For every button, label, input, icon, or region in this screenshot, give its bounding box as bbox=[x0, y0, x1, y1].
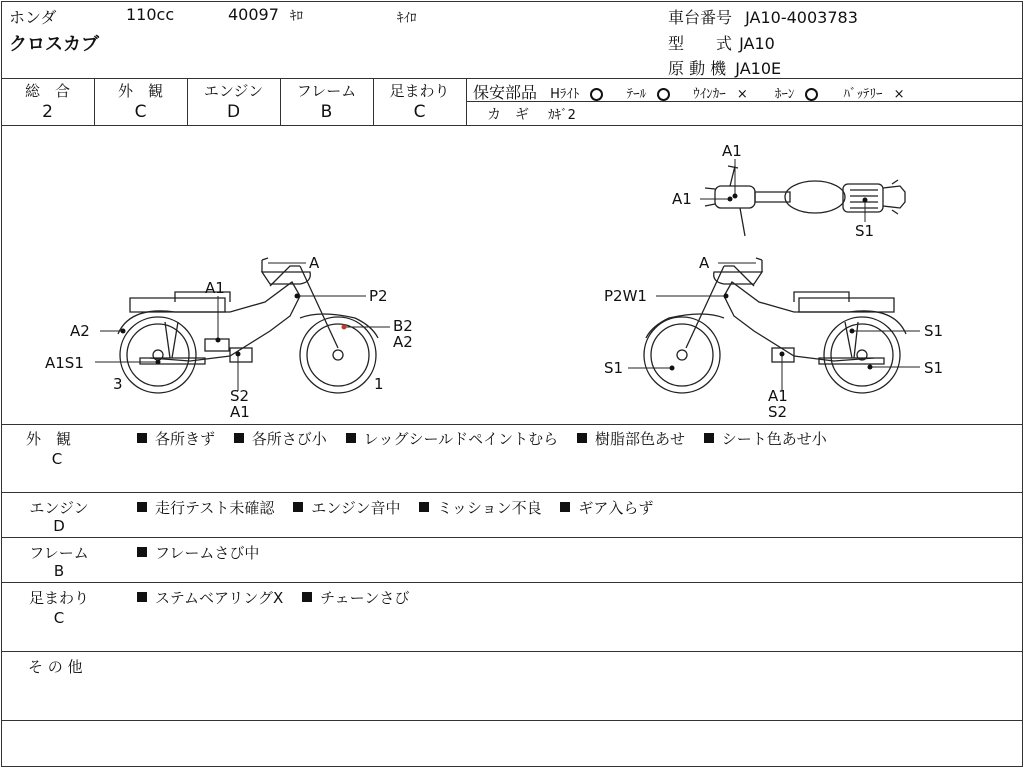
mileage-unit: ｷﾛ bbox=[290, 9, 303, 24]
defect-item: シート色あせ小 bbox=[721, 430, 827, 448]
section-exterior-items bbox=[137, 428, 841, 449]
safety-winker: ｳｲﾝｶｰ bbox=[693, 87, 726, 102]
section-suspension-items bbox=[137, 587, 423, 608]
circle-mark-icon bbox=[590, 88, 603, 101]
key-value: ｶｷﾞ2 bbox=[548, 108, 576, 123]
safety-headlight: Hﾗｲﾄ bbox=[550, 87, 580, 102]
safety-taillight: ﾃｰﾙ bbox=[626, 87, 647, 102]
diagram-label: A bbox=[309, 254, 320, 272]
scooter-left-view bbox=[118, 258, 378, 393]
defect-item: 走行テスト未確認 bbox=[155, 499, 275, 517]
grade-engine-label: エンジン bbox=[203, 82, 264, 100]
defect-item: フレームさび中 bbox=[155, 544, 260, 562]
diagram-label: A bbox=[699, 254, 710, 272]
diagram-label: S1 bbox=[604, 359, 624, 377]
model-name: クロスカブ bbox=[9, 34, 99, 55]
section-suspension-title: 足まわり bbox=[28, 589, 89, 607]
engine-value: JA10E bbox=[735, 59, 782, 78]
circle-mark-icon bbox=[657, 88, 670, 101]
grade-exterior-value: C bbox=[134, 102, 147, 122]
mileage-value: 40097 bbox=[228, 5, 279, 24]
defect-item: 各所きず bbox=[155, 430, 216, 448]
safety-battery: ﾊﾞｯﾃﾘｰ bbox=[843, 87, 883, 102]
defect-item: 樹脂部色あせ bbox=[594, 430, 685, 448]
key-label: カ ギ bbox=[487, 107, 529, 123]
engine-row bbox=[668, 56, 781, 79]
circle-mark-icon bbox=[805, 88, 818, 101]
section-exterior-title: 外 観 bbox=[26, 430, 72, 448]
mileage bbox=[228, 5, 303, 24]
section-frame-items bbox=[137, 542, 273, 563]
section-engine-title: エンジン bbox=[29, 499, 89, 517]
type-label: 型 式 bbox=[668, 34, 733, 53]
section-exterior-grade: C bbox=[51, 450, 63, 468]
displacement: 110cc bbox=[126, 5, 175, 24]
safety-winker-mark: × bbox=[736, 87, 748, 102]
maker: ホンダ bbox=[9, 8, 57, 27]
diagram-label: P2 bbox=[369, 287, 388, 305]
safety-horn: ﾎｰﾝ bbox=[774, 87, 795, 102]
diagram-label: S1 bbox=[924, 359, 944, 377]
diagram-label: S2 bbox=[768, 403, 788, 421]
diagram-label: A2 bbox=[393, 333, 413, 351]
defect-item: ギア入らず bbox=[578, 499, 654, 517]
defect-item: ミッション不良 bbox=[437, 499, 542, 517]
key-row bbox=[487, 104, 576, 124]
diagram-label: 3 bbox=[113, 375, 123, 393]
grade-suspension-label: 足まわり bbox=[389, 82, 450, 100]
defect-item: 各所さび小 bbox=[251, 430, 327, 448]
mileage-unit-2: ｷｲﾛ bbox=[397, 11, 417, 26]
section-engine-items bbox=[137, 497, 667, 518]
type-row bbox=[668, 31, 775, 54]
type-value: JA10 bbox=[739, 34, 775, 53]
diagram-label: A1 bbox=[722, 142, 742, 160]
safety-battery-mark: × bbox=[893, 87, 905, 102]
diagram-label: P2W1 bbox=[604, 287, 647, 305]
diagram-label: A1 bbox=[205, 279, 225, 297]
scooter-right-view bbox=[644, 258, 906, 393]
grade-exterior-label: 外 観 bbox=[117, 82, 163, 100]
grade-suspension-value: C bbox=[413, 102, 426, 122]
frame-no: JA10-4003783 bbox=[745, 8, 858, 27]
grade-frame-value: B bbox=[320, 102, 333, 122]
diagram-label: S1 bbox=[924, 322, 944, 340]
frame-no-label: 車台番号 bbox=[668, 8, 733, 27]
diagram-label: A1 bbox=[672, 190, 692, 208]
grade-total-label: 総 合 bbox=[24, 82, 70, 100]
diagram-label: 1 bbox=[374, 375, 384, 393]
diagram-label: A1S1 bbox=[45, 354, 84, 372]
section-other-title: そ の 他 bbox=[28, 658, 83, 676]
diagram-label: A2 bbox=[70, 322, 90, 340]
damage-diagram bbox=[0, 126, 1024, 424]
engine-label: 原 動 機 bbox=[668, 59, 727, 78]
defect-item: エンジン音中 bbox=[311, 499, 401, 517]
safety-parts-row bbox=[473, 80, 905, 103]
diagram-label: A1 bbox=[230, 403, 250, 421]
section-frame-grade: B bbox=[53, 562, 65, 580]
diagram-label: B2 bbox=[393, 317, 413, 335]
grade-frame-label: フレーム bbox=[296, 82, 357, 100]
section-frame-title: フレーム bbox=[29, 544, 89, 562]
diagram-label: S1 bbox=[855, 222, 875, 240]
frame-no-row bbox=[668, 5, 858, 28]
grade-engine-value: D bbox=[226, 102, 241, 122]
diagram-label: S2 bbox=[230, 387, 250, 405]
diagram-label: A1 bbox=[768, 387, 788, 405]
grade-total-value: 2 bbox=[42, 102, 53, 122]
defect-item: ステムベアリングX bbox=[155, 589, 284, 607]
defect-item: レッグシールドペイントむら bbox=[363, 430, 559, 448]
defect-item: チェーンさび bbox=[320, 589, 410, 607]
section-engine-grade: D bbox=[53, 517, 65, 535]
section-suspension-grade: C bbox=[53, 609, 65, 627]
safety-label: 保安部品 bbox=[473, 83, 538, 102]
